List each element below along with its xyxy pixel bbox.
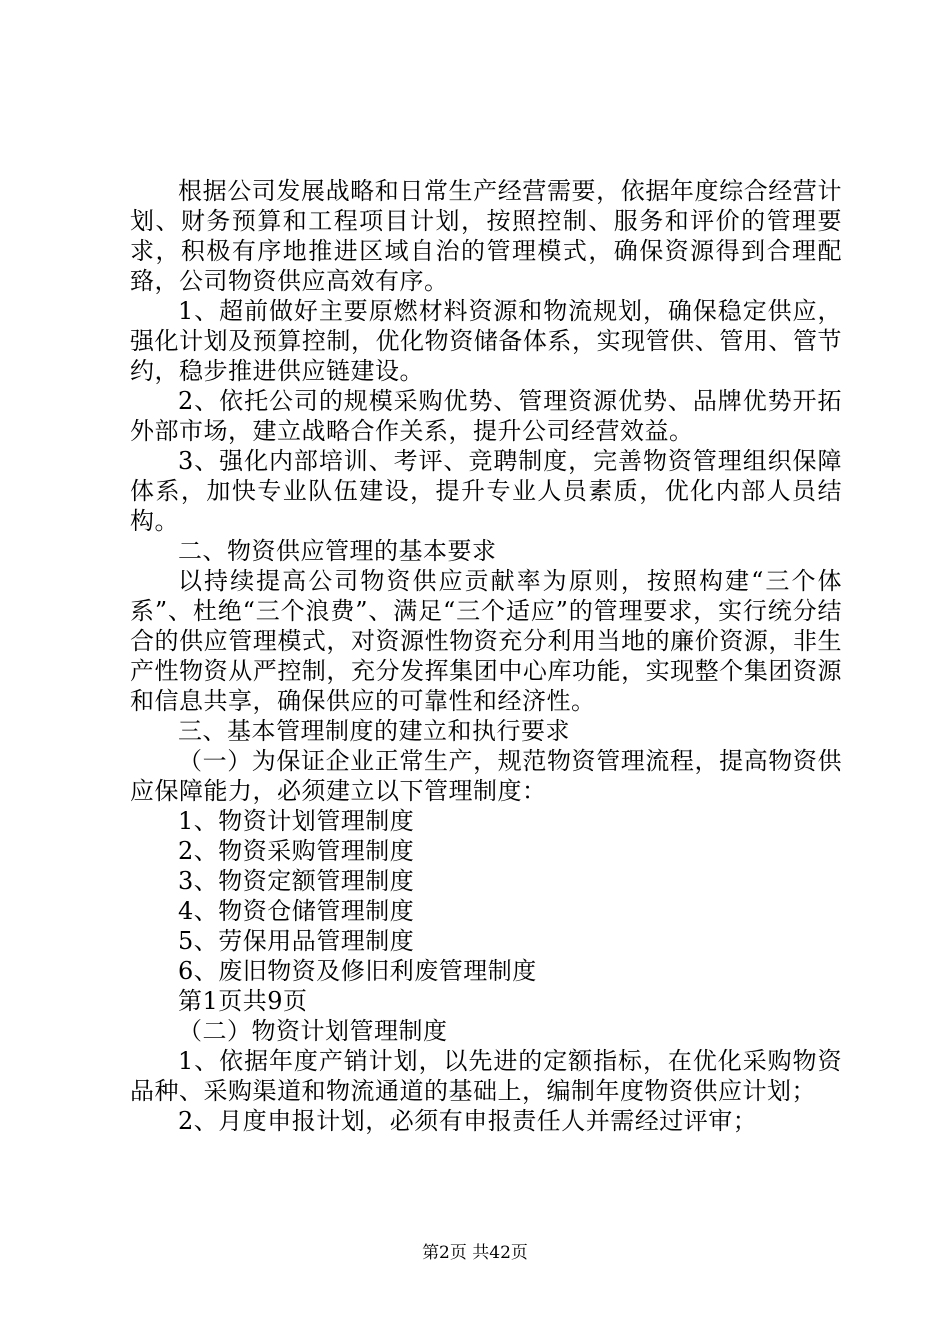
paragraph-section-2: 以持续提高公司物资供应贡献率为原则，按照构建“三个体系”、杜绝“三个浪费”、满足“三个适应”的管理要求，实行统分结合的供应管理模式，对资源性物资充分利用当地的廉价资源，非生产性物资从严控制，充分发挥集团中心库功能，实现整个集团资源和信息共享，确保供应的可靠性和经济性。 xyxy=(130,567,842,715)
list-item: 4、物资仓储管理制度 xyxy=(178,897,415,925)
subsection-heading-2: （二）物资计划管理制度 xyxy=(178,1017,448,1045)
list-item: 6、废旧物资及修旧利废管理制度 xyxy=(178,957,537,985)
paragraph-plan-1: 1、依据年度产销计划，以先进的定额指标，在优化采购物资品种、采购渠道和物流通道的基础上，编制年度物资供应计划； xyxy=(130,1047,842,1105)
list-item: 2、物资采购管理制度 xyxy=(178,837,415,865)
paragraph-subsection-1: （一）为保证企业正常生产，规范物资管理流程，提高物资供应保障能力，必须建立以下管理制度： xyxy=(130,747,842,805)
document-body xyxy=(130,176,842,1136)
paragraph-intro: 根据公司发展战略和日常生产经营需要，依据年度综合经营计划、财务预算和工程项目计划，按照控制、服务和评价的管理要求，积极有序地推进区域自治的管理模式，确保资源得到合理配臵，公司物资供应高效有序。 xyxy=(130,177,842,295)
inline-page-marker: 第1页共9页 xyxy=(178,987,308,1015)
list-item: 5、劳保用品管理制度 xyxy=(178,927,415,955)
section-heading-2: 二、物资供应管理的基本要求 xyxy=(178,537,497,565)
paragraph-item-1: 1、超前做好主要原燃材料资源和物流规划，确保稳定供应，强化计划及预算控制，优化物资储备体系，实现管供、管用、管节约，稳步推进供应链建设。 xyxy=(130,297,842,385)
list-item: 3、物资定额管理制度 xyxy=(178,867,415,895)
paragraph-item-2: 2、依托公司的规模采购优势、管理资源优势、品牌优势开拓外部市场，建立战略合作关系，提升公司经营效益。 xyxy=(130,387,842,445)
list-item: 1、物资计划管理制度 xyxy=(178,807,415,835)
paragraph-plan-2: 2、月度申报计划，必须有申报责任人并需经过评审； xyxy=(178,1107,758,1135)
paragraph-item-3: 3、强化内部培训、考评、竞聘制度，完善物资管理组织保障体系，加快专业队伍建设，提升专业人员素质，优化内部人员结构。 xyxy=(130,447,842,535)
page-number-footer: 第2页 共42页 xyxy=(422,1243,528,1263)
section-heading-3: 三、基本管理制度的建立和执行要求 xyxy=(178,717,570,745)
